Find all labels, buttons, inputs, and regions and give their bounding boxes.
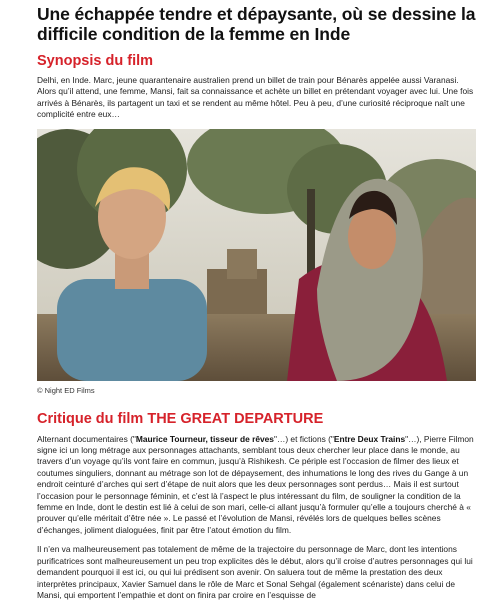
film-title-tourneur: Maurice Tourneur, tisseur de rêves bbox=[135, 433, 274, 444]
critique-paragraph-2: Il n’en va malheureusement pas totalement de même de la trajectoire du personnage de Marc, dont les intentions purificatrices sont malheureusement un peu trop explicites dès le début, alors qu’il croise d’autres personnages qui lui demandent pourquoi il est ici, ou qui lui prédisent son avenir. On saluera tout de même la prestation des deux interprètes principaux, Xavier Samuel dans le rôle de Marc et Sonal Sehgal (également scénariste) dans celui de Mansi, qui emportent l’empathie et dont on finira par croire en l’esquisse de bbox=[37, 544, 473, 600]
photo-credit: © Night ED Films bbox=[37, 385, 95, 395]
film-still-image bbox=[37, 129, 476, 381]
critique-heading: Critique du film THE GREAT DEPARTURE bbox=[37, 410, 324, 427]
critique-text-part: Alternant documentaires (" bbox=[37, 433, 136, 444]
critique-paragraph-1 bbox=[37, 434, 476, 537]
film-title-entre-deux-trains: Entre Deux Trains bbox=[333, 433, 406, 444]
article-title: Une échappée tendre et dépaysante, où se dessine la difficile condition de la femme en Inde bbox=[37, 4, 476, 44]
critique-text-part: "…), Pierre Filmon signe ici un long métrage aux personnages attachants, semblant tous deux chercher leur place dans le monde, au travers d’un voyage qu’ils vont faire en commun, jusqu’à Rishikesh. Ce périple est l’occasion de filmer des lieux et coutumes singuliers, donnant au métrage son lot de dépaysement, des inhumations le long des rives du Gange à un endroit ceinturé d’arches qui sert d’étape de nuit alors que les deux personnages sont perdus… Mais il est surtout l’occasion pour le personnage féminin, et c’est là l’aspect le plus intéressant du film, de souligner la condition de la femme en Inde, dont le destin est lié à celui de son mari, celle-ci allant jusqu’à formuler qu’elle a toujours cherché à « prouver qu’elle méritait d’être née ». Le passé et l’évolution de Mansi, révélés lors de quelques belles scènes d’échanges, joliment dialoguées, finit par être l’atout émotion du film. bbox=[37, 433, 474, 535]
critique-text-part: "…) et fictions (" bbox=[273, 433, 334, 444]
synopsis-text: Delhi, en Inde. Marc, jeune quarantenaire australien prend un billet de train pour Bénarès appelée aussi Varanasi. Alors qu’il attend, une femme, Mansi, fait sa connaissance et achète un billet en prétendant voyager avec lui. Une fois arrivés à Bénarès, ils partagent un taxi et se rendent au même hôtel. Peu à peu, d’une curiosité réciproque naît une complicité entre eux… bbox=[37, 75, 474, 120]
synopsis-heading: Synopsis du film bbox=[37, 53, 154, 69]
